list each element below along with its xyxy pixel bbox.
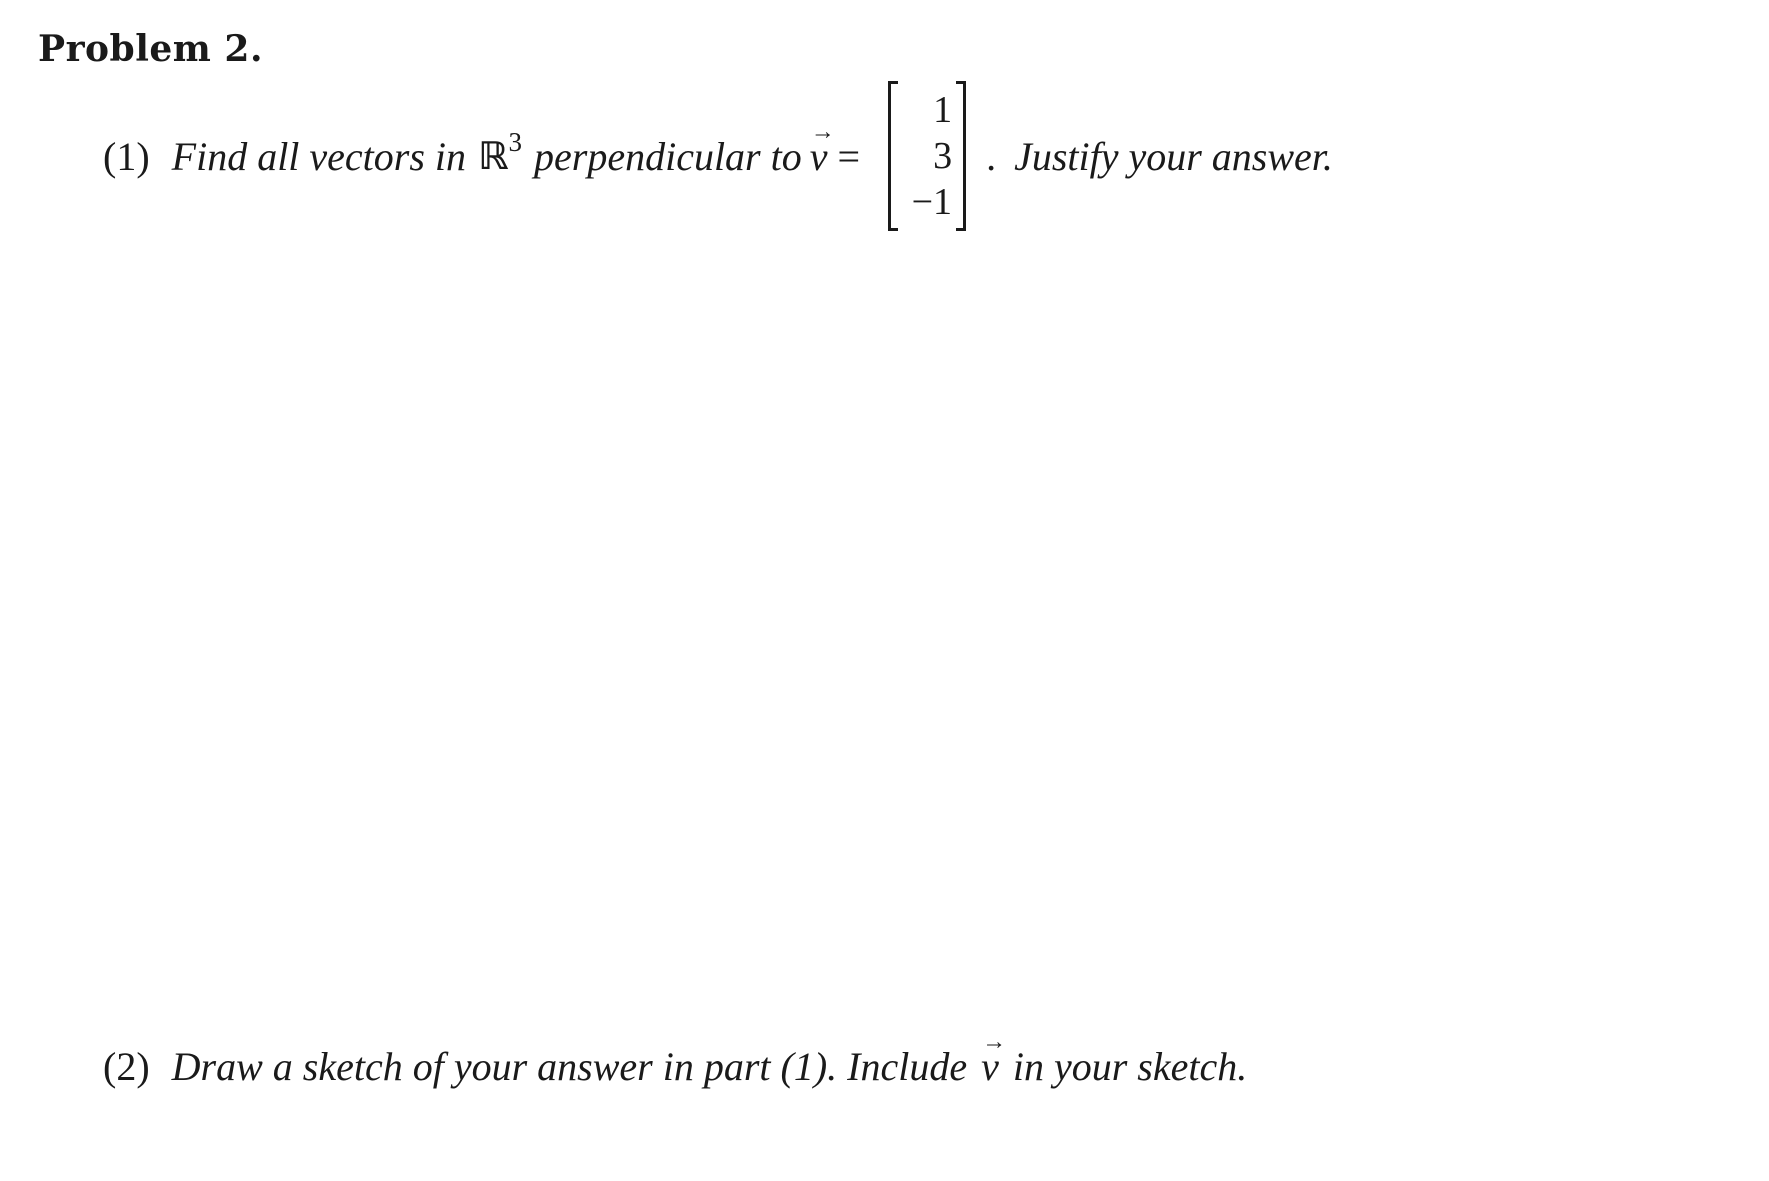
vector-arrow-icon: → (982, 1028, 1007, 1055)
part-1-number: (1) (103, 133, 150, 179)
vector-v-part-2 (981, 1028, 1007, 1090)
column-vector (888, 81, 966, 231)
equals-sign: = (837, 133, 861, 179)
vector-entry-3: −1 (911, 181, 953, 223)
part-2-question (103, 1028, 1248, 1096)
vector-v-letter: v (809, 133, 828, 179)
vector-entry-1: 1 (933, 89, 953, 131)
vector-entry-2: 3 (933, 135, 953, 177)
part-1-text-after: Justify your answer. (1014, 133, 1333, 179)
problem-title: Problem 2. (38, 28, 264, 70)
right-bracket (956, 81, 966, 231)
vector-arrow-icon: → (810, 118, 835, 145)
part-2-text-before: Draw a sketch of your answer in part (1). Include (171, 1043, 968, 1089)
left-bracket (888, 81, 898, 231)
space-exponent: 3 (508, 126, 522, 157)
vector-v-letter: v (981, 1043, 999, 1089)
real-space-symbol: ℝ (478, 134, 509, 178)
sentence-period: . (986, 133, 997, 179)
part-1-text-before: Find all vectors in (171, 133, 467, 179)
part-2-text-after: in your sketch. (1012, 1043, 1248, 1089)
part-1-text-mid: perpendicular to (534, 133, 802, 179)
part-1-question (103, 81, 1333, 231)
vector-v (809, 118, 835, 180)
part-2-number: (2) (103, 1043, 150, 1089)
